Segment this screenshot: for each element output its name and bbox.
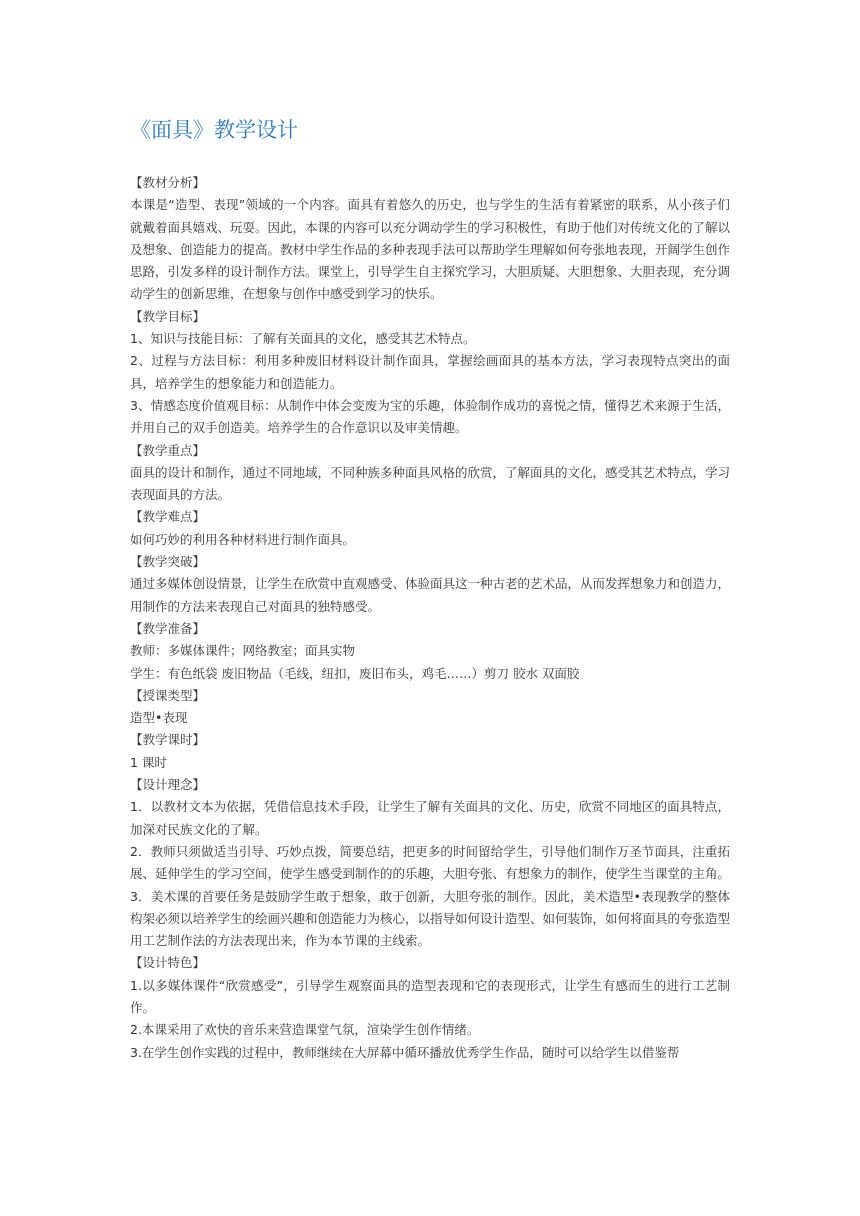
paragraph: 面具的设计和制作，通过不同地域，不同种族多种面具风格的欣赏，了解面具的文化，感受其艺术特点，学习表现面具的方法。 [130,464,731,503]
section-heading: 【设计理念】 [130,777,206,793]
paragraph: 3、情感态度价值观目标：从制作中体会变废为宝的乐趣，体验制作成功的喜悦之情，懂得艺术来源于生活，并用自己的双手创造美。培养学生的合作意识以及审美情趣。 [130,397,730,436]
section-heading: 【教学目标】 [130,308,206,324]
paragraph: 1.以多媒体课件“欣赏感受”，引导学生观察面具的造型表现和它的表现形式，让学生有感而生的进行工艺制作。 [130,977,730,1015]
paragraph: 1、知识与技能目标：了解有关面具的文化，感受其艺术特点。 [130,331,476,347]
paragraph: 学生：有色纸袋 废旧物品（毛线，纽扣，废旧布头，鸡毛……）剪刀 胶水 双面胶 [130,665,580,681]
section-heading: 【授课类型】 [130,687,206,703]
paragraph: 造型•表现 [130,710,188,726]
paragraph: 1．以教材文本为依据，凭借信息技术手段，让学生了解有关面具的文化、历史，欣赏不同地区的面具特点，加深对民族文化的了解。 [130,799,730,837]
section-heading: 【教学难点】 [130,509,206,525]
section-heading: 【教学重点】 [130,442,206,458]
paragraph: 本课是“造型、表现”领域的一个内容。面具有着悠久的历史，也与学生的生活有着紧密的联系，从小孩子们就戴着面具嬉戏、玩耍。因此，本课的内容可以充分调动学生的学习积极性，有助于他们对传统文化的了解以及想象、创造能力的提高。教材中学生作品的多种表现手法可以帮助学生理解如何夸张地表现，开阔学生创作思路，引发多样的设计制作方法。课堂上，引导学生自主探究学习，大胆质疑、大胆想象、大胆表现，充分调动学生的创新思维，在想象与创作中感受到学习的快乐。 [130,197,731,302]
section-heading: 【设计特色】 [130,955,206,971]
document-title: 《面具》教学设计 [130,118,298,142]
paragraph: 教师：多媒体课件；网络教室；面具实物 [130,643,356,659]
paragraph: 2．教师只须做适当引导、巧妙点拨，简要总结，把更多的时间留给学生，引导他们制作万圣节面具，注重拓展、延伸学生的学习空间，使学生感受到制作的的乐趣，大胆夸张、有想象力的制作，使学生当课堂的主角。 [130,843,731,882]
section-heading: 【教学准备】 [130,620,206,636]
paragraph: 2、过程与方法目标：利用多种废旧材料设计制作面具，掌握绘画面具的基本方法，学习表现特点突出的面具，培养学生的想象能力和创造能力。 [130,353,730,391]
paragraph: 3．美术课的首要任务是鼓励学生敢于想象，敢于创新，大胆夸张的制作。因此，美术造型•表现教学的整体构架必须以培养学生的绘画兴趣和创造能力为核心，以指导如何设计造型、如何装饰，如何将面具的夸张造型用工艺制作法的方法表现出来，作为本节课的主线索。 [130,888,731,949]
document-body [130,172,730,1064]
section-heading: 【教学课时】 [130,732,206,748]
paragraph: 3.在学生创作实践的过程中，教师继续在大屏幕中循环播放优秀学生作品，随时可以给学生以借鉴帮 [130,1044,680,1060]
paragraph: 通过多媒体创设情景，让学生在欣赏中直观感受、体验面具这一种古老的艺术品，从而发挥想象力和创造力，用制作的方法来表现自己对面具的独特感受。 [130,576,731,614]
paragraph: 2.本课采用了欢快的音乐来营造课堂气氛，渲染学生创作情绪。 [130,1022,480,1038]
section-heading: 【教材分析】 [130,175,206,190]
section-heading: 【教学突破】 [130,554,206,570]
paragraph: 如何巧妙的利用各种材料进行制作面具。 [130,531,356,547]
paragraph: 1 课时 [130,754,167,770]
